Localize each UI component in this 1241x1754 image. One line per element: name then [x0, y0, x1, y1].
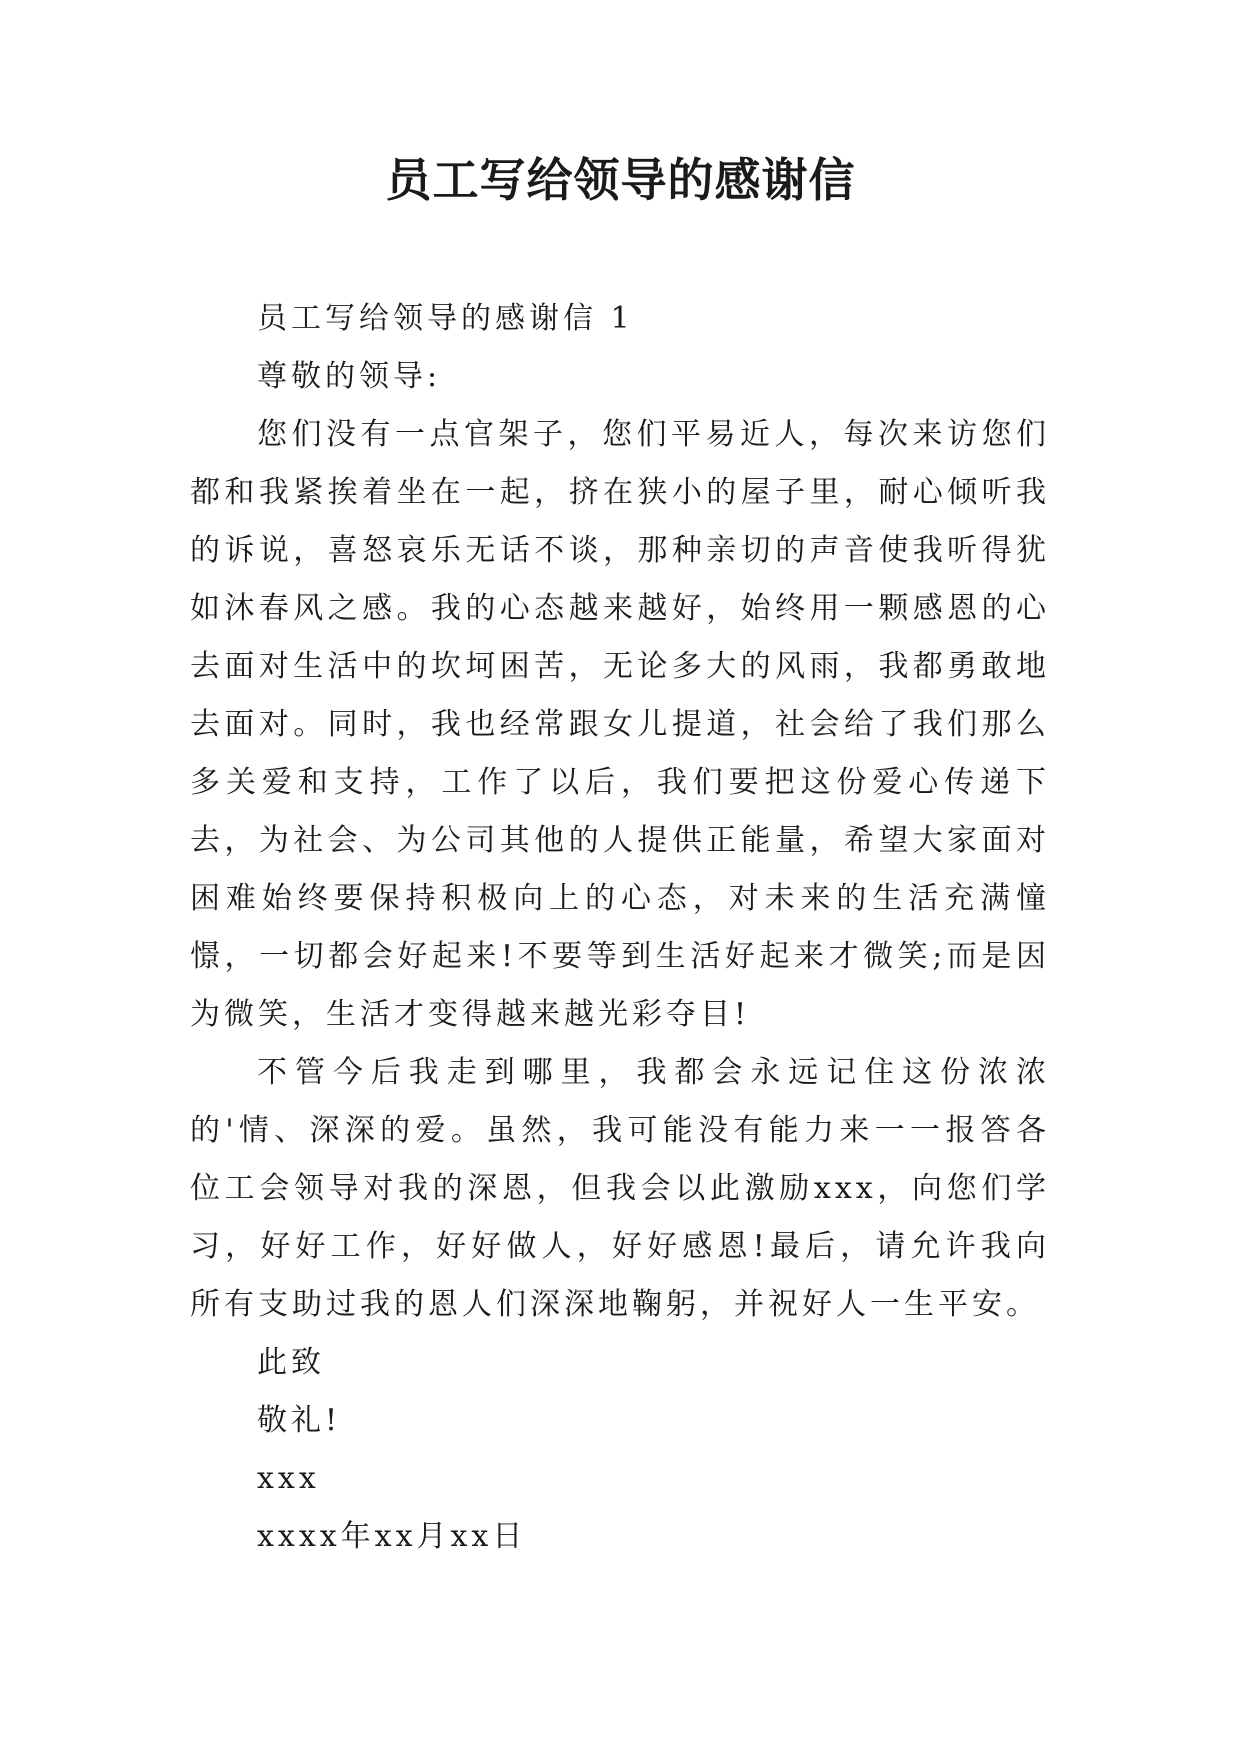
letter-paragraph-2: 不管今后我走到哪里，我都会永远记住这份浓浓的'情、深深的爱。虽然，我可能没有能力来一一报答各位工会领导对我的深恩，但我会以此激励xxx，向您们学习，好好工作，好好做人，好好感恩!最后，请允许我向所有支助过我的恩人们深深地鞠躬，并祝好人一生平安。: [190, 1055, 1050, 1322]
letter-date: xxxx年xx月xx日: [257, 1519, 527, 1554]
letter-paragraph-1: 您们没有一点官架子，您们平易近人，每次来访您们都和我紧挨着坐在一起，挤在狭小的屋子里，耐心倾听我的诉说，喜怒哀乐无话不谈，那种亲切的声音使我听得犹如沐春风之感。我的心态越来越好，始终用一颗感恩的心去面对生活中的坎坷困苦，无论多大的风雨，我都勇敢地去面对。同时，我也经常跟女儿提道，社会给了我们那么多关爱和支持，工作了以后，我们要把这份爱心传递下去，为社会、为公司其他的人提供正能量，希望大家面对困难始终要保持积极向上的心态，对未来的生活充满憧憬，一切都会好起来!不要等到生活好起来才微笑;而是因为微笑，生活才变得越来越光彩夺目!: [190, 417, 1050, 1032]
letter-subtitle: 员工写给领导的感谢信 1: [257, 301, 634, 336]
letter-signature: xxx: [257, 1461, 320, 1496]
letter-closing: 此致: [257, 1345, 325, 1380]
letter-body: [190, 290, 1050, 1566]
document-title: 员工写给领导的感谢信: [385, 153, 856, 207]
letter-regards: 敬礼!: [257, 1403, 342, 1438]
letter-salutation: 尊敬的领导:: [257, 359, 442, 394]
